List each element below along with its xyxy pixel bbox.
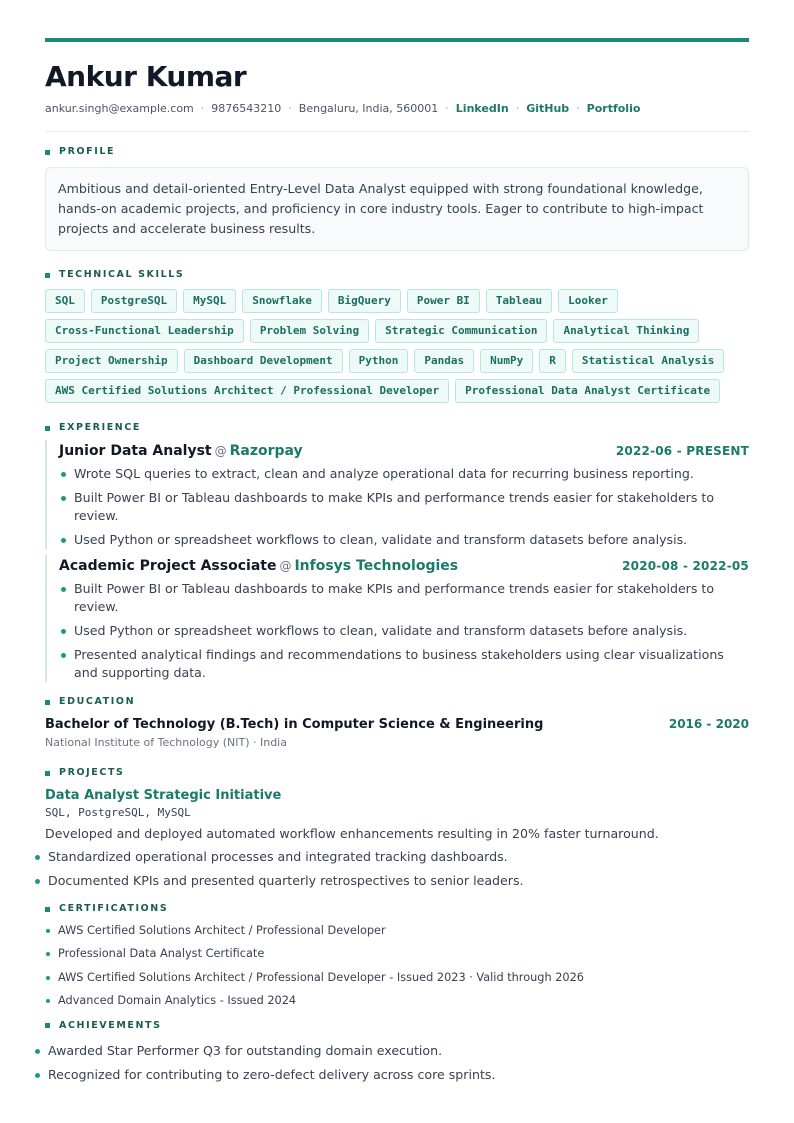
email[interactable]: ankur.singh@example.com [45, 102, 194, 115]
school: National Institute of Technology (NIT) · India [45, 736, 287, 749]
profile-summary: Ambitious and detail-oriented Entry-Level Data Analyst equipped with strong foundational knowledge, hands-on academic projects, and proficiency in core industry tools. Eager to contribute to high-impact projects and accelerate business results. [45, 167, 749, 251]
skill-chip: BigQuery [328, 289, 401, 313]
education-dates: 2016 - 2020 [668, 717, 749, 731]
skill-chip: AWS Certified Solutions Architect / Professional Developer [45, 379, 449, 403]
section-marker-icon [45, 700, 50, 705]
skill-chip: Statistical Analysis [572, 349, 724, 373]
project-tech-stack: SQL, PostgreSQL, MySQL [45, 806, 191, 819]
at-symbol: @ [279, 559, 292, 573]
certifications-section-title: CERTIFICATIONS [45, 903, 749, 915]
skill-chip: Python [349, 349, 409, 373]
experience-header [59, 440, 749, 459]
header-divider [45, 131, 749, 132]
skill-chip: R [539, 349, 566, 373]
list-item: Awarded Star Performer Q3 for outstanding domain execution. [33, 1042, 749, 1060]
skill-chip: Pandas [414, 349, 474, 373]
list-item: Advanced Domain Analytics - Issued 2024 [45, 993, 749, 1008]
skill-chip: Power BI [407, 289, 480, 313]
section-marker-icon [45, 1023, 50, 1028]
list-item: Wrote SQL queries to extract, clean and analyze operational data for recurring business reporting. [59, 465, 749, 483]
separator: · [445, 102, 449, 115]
achievements-section-title: ACHIEVEMENTS [45, 1020, 749, 1032]
separator: · [288, 102, 292, 115]
github-link[interactable]: GitHub [526, 102, 570, 115]
list-item: AWS Certified Solutions Architect / Professional Developer [45, 923, 749, 938]
job-bullets [59, 580, 749, 682]
skill-chip: Problem Solving [250, 319, 369, 343]
experience-section-title: EXPERIENCE [45, 422, 749, 434]
company-name: Razorpay [229, 443, 303, 459]
profile-section-title: PROFILE [45, 146, 749, 158]
skill-chip: PostgreSQL [91, 289, 177, 313]
list-item: Professional Data Analyst Certificate [45, 946, 749, 961]
candidate-name: Ankur Kumar [45, 60, 247, 93]
experience-header [59, 555, 749, 574]
company-name: Infosys Technologies [294, 558, 459, 574]
top-accent-rule [45, 38, 749, 42]
job-dates: 2022-06 - PRESENT [615, 444, 749, 458]
skill-chip: Tableau [486, 289, 552, 313]
linkedin-link[interactable]: LinkedIn [455, 102, 509, 115]
portfolio-link[interactable]: Portfolio [586, 102, 641, 115]
project-title: Data Analyst Strategic Initiative [45, 788, 282, 803]
section-marker-icon [45, 273, 50, 278]
education-header [45, 717, 749, 732]
list-item: Documented KPIs and presented quarterly retrospectives to senior leaders. [33, 872, 749, 890]
section-marker-icon [45, 150, 50, 155]
degree: Bachelor of Technology (B.Tech) in Computer Science & Engineering [45, 717, 544, 732]
education-section-title: EDUCATION [45, 696, 749, 708]
section-marker-icon [45, 771, 50, 776]
skills-list [45, 289, 749, 403]
skill-chip: Project Ownership [45, 349, 178, 373]
skill-chip: Snowflake [242, 289, 322, 313]
skill-chip: Strategic Communication [375, 319, 547, 343]
job-dates: 2020-08 - 2022-05 [622, 559, 749, 573]
project-description: Developed and deployed automated workflow enhancements resulting in 20% faster turnaround. [45, 826, 659, 841]
contact-line [45, 101, 749, 117]
list-item: AWS Certified Solutions Architect / Professional Developer - Issued 2023 · Valid through 2026 [45, 970, 749, 985]
list-item: Standardized operational processes and integrated tracking dashboards. [33, 848, 749, 866]
list-item: Built Power BI or Tableau dashboards to make KPIs and performance trends easier for stakeholders to review. [59, 580, 749, 616]
list-item: Built Power BI or Tableau dashboards to make KPIs and performance trends easier for stakeholders to review. [59, 489, 749, 525]
experience-entry [45, 555, 749, 682]
separator: · [515, 102, 520, 115]
certifications-list [45, 923, 749, 1008]
achievements-list [33, 1042, 749, 1084]
list-item: Used Python or spreadsheet workflows to clean, validate and transform datasets before analysis. [59, 531, 749, 549]
location: Bengaluru, India, 560001 [298, 102, 439, 115]
skill-chip: Professional Data Analyst Certificate [455, 379, 720, 403]
list-item: Recognized for contributing to zero-defect delivery across core sprints. [33, 1066, 749, 1084]
experience-entry [45, 440, 749, 549]
phone: 9876543210 [211, 102, 282, 115]
skill-chip: Looker [558, 289, 618, 313]
skill-chip: Dashboard Development [184, 349, 343, 373]
section-marker-icon [45, 426, 50, 431]
skills-section-title: TECHNICAL SKILLS [45, 269, 749, 281]
skill-chip: Cross-Functional Leadership [45, 319, 244, 343]
job-role: Academic Project Associate [59, 558, 277, 574]
projects-section-title: PROJECTS [45, 767, 749, 779]
at-symbol: @ [214, 444, 227, 458]
skill-chip: SQL [45, 289, 85, 313]
job-bullets [59, 465, 749, 549]
job-role: Junior Data Analyst [59, 443, 212, 459]
skill-chip: NumPy [480, 349, 533, 373]
separator: · [200, 102, 205, 115]
separator: · [576, 102, 580, 115]
resume-page [45, 38, 749, 1090]
skill-chip: Analytical Thinking [553, 319, 699, 343]
project-bullets [33, 848, 749, 890]
section-marker-icon [45, 907, 50, 912]
list-item: Presented analytical findings and recommendations to business stakeholders using clear visualizations and supporting data. [59, 646, 749, 682]
skill-chip: MySQL [183, 289, 236, 313]
list-item: Used Python or spreadsheet workflows to clean, validate and transform datasets before analysis. [59, 622, 749, 640]
